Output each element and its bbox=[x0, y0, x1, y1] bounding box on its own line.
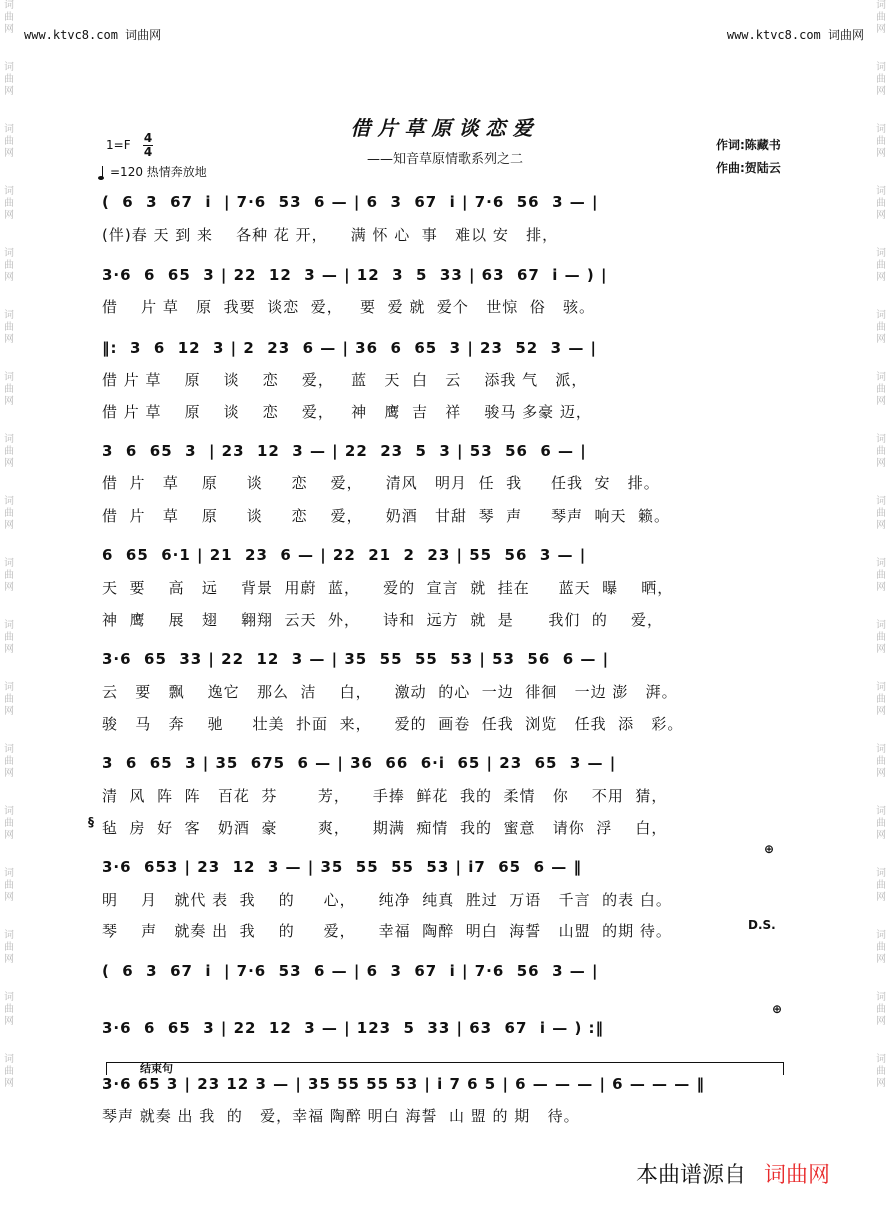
song-title: 借片草原谈恋爱 bbox=[350, 116, 540, 140]
tempo-text: =120 热情奔放地 bbox=[110, 165, 207, 179]
watermark-text: 词 曲 网 bbox=[4, 372, 14, 407]
watermark-text: 词 曲 网 bbox=[4, 124, 14, 159]
lyric-row: 借 片 草 原 谈 恋 爱， 蓝 天 白 云 添我 气 派， bbox=[102, 371, 588, 389]
notation-row: ( 6 3 67 i | 7·6 53 6 — | 6 3 67 i | 7·6 56 3 — | bbox=[102, 962, 599, 980]
watermark-text: 词 曲 网 bbox=[4, 930, 14, 965]
watermark-text: 词 曲 网 bbox=[4, 62, 14, 97]
lyric-row: 天 要 高 远 背景 用蔚 蓝， 爱的 宣言 就 挂在 蓝天 曝 晒， bbox=[102, 579, 674, 597]
lyric-row: 琴 声 就奏 出 我 的 爱， 幸福 陶醉 明白 海誓 山盟 的期 待。 bbox=[102, 922, 672, 940]
time-signature-top: 4 bbox=[143, 131, 153, 145]
lyric-row: 神 鹰 展 翅 翱翔 云天 外， 诗和 远方 就 是 我们 的 爱， bbox=[102, 611, 663, 629]
watermark-text: 词 曲 网 bbox=[4, 248, 14, 283]
lyric-row: 明 月 就代 表 我 的 心， 纯净 纯真 胜过 万语 千言 的表 白。 bbox=[102, 891, 672, 909]
notation-row: 3·6 6 65 3 | 22 12 3 — | 12 3 5 33 | 63 67 i — ) | bbox=[102, 266, 608, 284]
watermark-text: 词 曲 网 bbox=[4, 868, 14, 903]
lyric-row: 借 片 草 原 谈 恋 爱， 清风 明月 任 我 任我 安 排。 bbox=[102, 474, 660, 492]
watermark-text: 词 曲 网 bbox=[4, 682, 14, 717]
composer-credit: 作曲:贺陆云 bbox=[716, 161, 781, 175]
watermark-text: 词 曲 网 bbox=[876, 496, 886, 531]
watermark-text: 词 曲 网 bbox=[876, 682, 886, 717]
watermark-text: 词 曲 网 bbox=[4, 186, 14, 221]
watermark-text: 词 曲 网 bbox=[4, 496, 14, 531]
coda-sign-2: ⊕ bbox=[772, 1002, 783, 1016]
site-url-right[interactable]: www.ktvc8.com 词曲网 bbox=[726, 28, 864, 42]
segno-sign: § bbox=[88, 815, 94, 829]
watermark-text: 词 曲 网 bbox=[876, 62, 886, 97]
watermark-text: 词 曲 网 bbox=[876, 186, 886, 221]
notation-row: ‖: 3 6 12 3 | 2 23 6 — | 36 6 65 3 | 23 52 3 — | bbox=[102, 339, 598, 357]
watermark-text: 词 曲 网 bbox=[876, 992, 886, 1027]
time-signature-bottom: 4 bbox=[143, 145, 153, 159]
notation-row: 3 6 65 3 | 23 12 3 — | 22 23 5 3 | 53 56 6 — | bbox=[102, 442, 587, 460]
lyric-row: 琴声 就奏 出 我 的 爱，幸福 陶醉 明白 海誓 山 盟 的 期 待。 bbox=[102, 1107, 580, 1125]
notation-row: ( 6 3 67 i | 7·6 53 6 — | 6 3 67 i | 7·6 56 3 — | bbox=[102, 193, 599, 211]
watermark-text: 词 曲 网 bbox=[876, 124, 886, 159]
time-signature bbox=[143, 132, 153, 159]
watermark-column-left bbox=[2, 0, 16, 1218]
watermark-text: 词 曲 网 bbox=[4, 806, 14, 841]
lyric-row: 骏 马 奔 驰 壮美 扑面 来， 爱的 画卷 任我 浏览 任我 添 彩。 bbox=[102, 715, 684, 733]
lyric-row: (伴)春 天 到 来 各种 花 开， 满 怀 心 事 难以 安 排， bbox=[102, 226, 559, 244]
lyricist-credit: 作词:陈藏书 bbox=[716, 138, 781, 152]
watermark-text: 词 曲 网 bbox=[4, 992, 14, 1027]
watermark-text: 词 曲 网 bbox=[4, 558, 14, 593]
watermark-text: 词 曲 网 bbox=[876, 806, 886, 841]
coda-sign: ⊕ bbox=[764, 842, 775, 856]
watermark-text: 词 曲 网 bbox=[4, 1054, 14, 1089]
watermark-text: 词 曲 网 bbox=[876, 1054, 886, 1089]
watermark-column-right bbox=[874, 0, 888, 1218]
notation-row: 3 6 65 3 | 35 675 6 — | 36 66 6·i 65 | 23 65 3 — | bbox=[102, 754, 617, 772]
watermark-text: 词 曲 网 bbox=[876, 558, 886, 593]
watermark-text: 词 曲 网 bbox=[876, 248, 886, 283]
ds-marker: D.S. bbox=[748, 918, 776, 932]
watermark-text: 词 曲 网 bbox=[4, 744, 14, 779]
site-url-left[interactable]: www.ktvc8.com 词曲网 bbox=[24, 28, 162, 42]
watermark-text: 词 曲 网 bbox=[876, 868, 886, 903]
watermark-text: 词 曲 网 bbox=[876, 930, 886, 965]
source-footer bbox=[636, 1158, 830, 1189]
notation-row: 3·6 653 | 23 12 3 — | 35 55 55 53 | i7 65 6 — ‖ bbox=[102, 858, 582, 876]
ending-label: 结束句 bbox=[140, 1062, 173, 1075]
watermark-text: 词 曲 网 bbox=[4, 0, 14, 35]
quarter-note-icon bbox=[102, 166, 107, 178]
brand-link[interactable]: 词曲网 bbox=[764, 1163, 831, 1188]
watermark-text: 词 曲 网 bbox=[876, 620, 886, 655]
watermark-text: 词 曲 网 bbox=[876, 0, 886, 35]
watermark-text: 词 曲 网 bbox=[4, 620, 14, 655]
watermark-text: 词 曲 网 bbox=[876, 744, 886, 779]
notation-row: 6 65 6·1 | 21 23 6 — | 22 21 2 23 | 55 56 3 — | bbox=[102, 546, 587, 564]
watermark-text: 词 曲 网 bbox=[876, 372, 886, 407]
song-subtitle: ——知音草原情歌系列之二 bbox=[366, 152, 523, 167]
watermark-text: 词 曲 网 bbox=[876, 434, 886, 469]
notation-row: 3·6 6 65 3 | 22 12 3 — | 123 5 33 | 63 67 i — ) :‖ bbox=[102, 1019, 605, 1037]
source-text: 本曲谱源自 bbox=[636, 1163, 747, 1188]
watermark-text: 词 曲 网 bbox=[4, 434, 14, 469]
notation-row: 3·6 65 33 | 22 12 3 — | 35 55 55 53 | 53 56 6 — | bbox=[102, 650, 610, 668]
notation-row: 3·6 65 3 | 23 12 3 — | 35 55 55 53 | i 7 6 5 | 6 — — — | 6 — — — ‖ bbox=[102, 1075, 706, 1093]
lyric-row: 清 风 阵 阵 百花 芬 芳， 手捧 鲜花 我的 柔情 你 不用 猜， bbox=[102, 787, 668, 805]
lyric-row: 云 要 飘 逸它 那么 洁 白， 激动 的心 一边 徘徊 一边 澎 湃。 bbox=[102, 683, 678, 701]
lyric-row: 借 片 草 原 我要 谈恋 爱， 要 爱 就 爱个 世惊 俗 骇。 bbox=[102, 298, 596, 316]
lyric-row: 借 片 草 原 谈 恋 爱， 神 鹰 吉 祥 骏马 多豪 迈， bbox=[102, 403, 592, 421]
lyric-row: 借 片 草 原 谈 恋 爱， 奶酒 甘甜 琴 声 琴声 响天 籁。 bbox=[102, 507, 671, 525]
watermark-text: 词 曲 网 bbox=[4, 310, 14, 345]
watermark-text: 词 曲 网 bbox=[876, 310, 886, 345]
key-signature: 1=F bbox=[106, 138, 131, 152]
tempo-marking bbox=[102, 163, 207, 180]
ending-bracket bbox=[106, 1062, 784, 1075]
lyric-row: 毡 房 好 客 奶酒 豪 爽， 期满 痴情 我的 蜜意 请你 浮 白， bbox=[102, 819, 668, 837]
